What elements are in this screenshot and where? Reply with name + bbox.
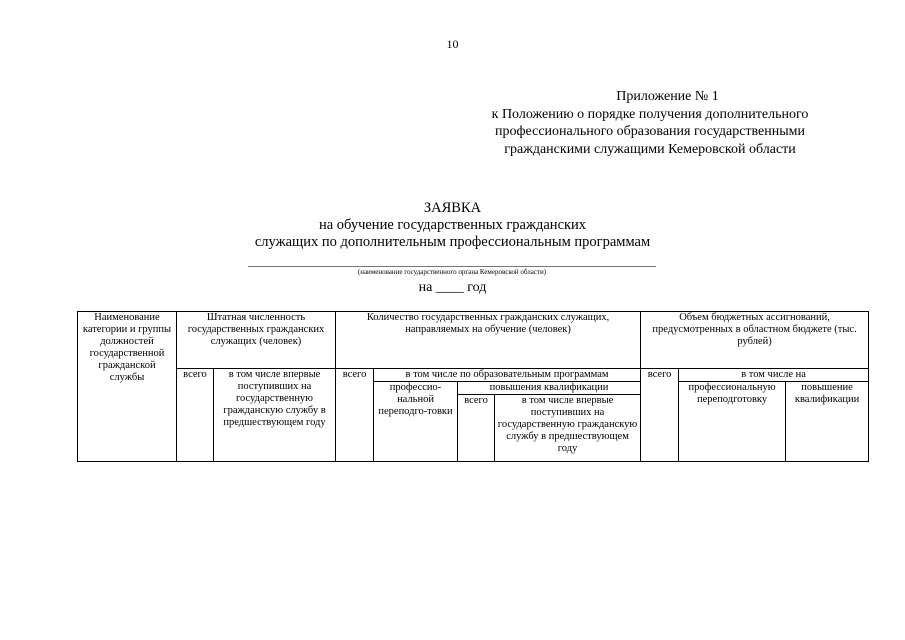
appendix-line-3: гражданскими служащими Кемеровской области xyxy=(504,141,796,157)
document-heading xyxy=(150,200,755,251)
qualification-total: всего xyxy=(458,395,495,462)
org-name-caption: (наименование государственного органа Кемеровской области) xyxy=(357,268,547,276)
budget-prof-retraining: профессиональную переподготовку xyxy=(679,382,786,462)
col-staff-header: Штатная численность государственных гражданских служащих (человек) xyxy=(177,312,336,369)
budget-incl-for: в том числе на xyxy=(679,369,869,382)
year-line: на ____ год xyxy=(418,280,487,295)
heading-line-1: на обучение государственных гражданских xyxy=(318,217,587,233)
appendix-block xyxy=(470,88,830,158)
staff-first-time: в том числе впервые поступивших на государственную гражданскую службу в предшествующем году xyxy=(214,369,336,462)
heading-title: ЗАЯВКА xyxy=(423,200,482,216)
col-sent-header: Количество государственных гражданских служащих, направляемых на обучение (человек) xyxy=(336,312,641,369)
col-category: Наименование категории и группы должностей государственной гражданской службы xyxy=(78,312,177,462)
appendix-line-1: к Положению о порядке получения дополнительного xyxy=(491,106,809,122)
heading-line-2: служащих по дополнительным профессиональным программам xyxy=(254,234,651,250)
budget-total: всего xyxy=(641,369,679,462)
appendix-line-2: профессионального образования государственными xyxy=(494,124,806,139)
staff-total: всего xyxy=(177,369,214,462)
budget-qual-upgrade: повышение квалификации xyxy=(786,382,869,462)
sent-qualification: повышения квалификации xyxy=(458,382,641,395)
page-number: 10 xyxy=(446,37,459,51)
appendix-title: Приложение № 1 xyxy=(616,89,719,104)
col-budget-header: Объем бюджетных ассигнований, предусмотренных в областном бюджете (тыс. рублей) xyxy=(641,312,869,369)
qualification-first-time: в том числе впервые поступивших на государственную гражданскую службу в предшествующем году xyxy=(495,395,641,462)
sent-retraining: профессио-нальной переподго-товки xyxy=(374,382,458,462)
sent-by-programs: в том числе по образовательным программам xyxy=(374,369,641,382)
sent-total: всего xyxy=(336,369,374,462)
org-name-line xyxy=(248,266,656,267)
request-table xyxy=(77,311,869,462)
